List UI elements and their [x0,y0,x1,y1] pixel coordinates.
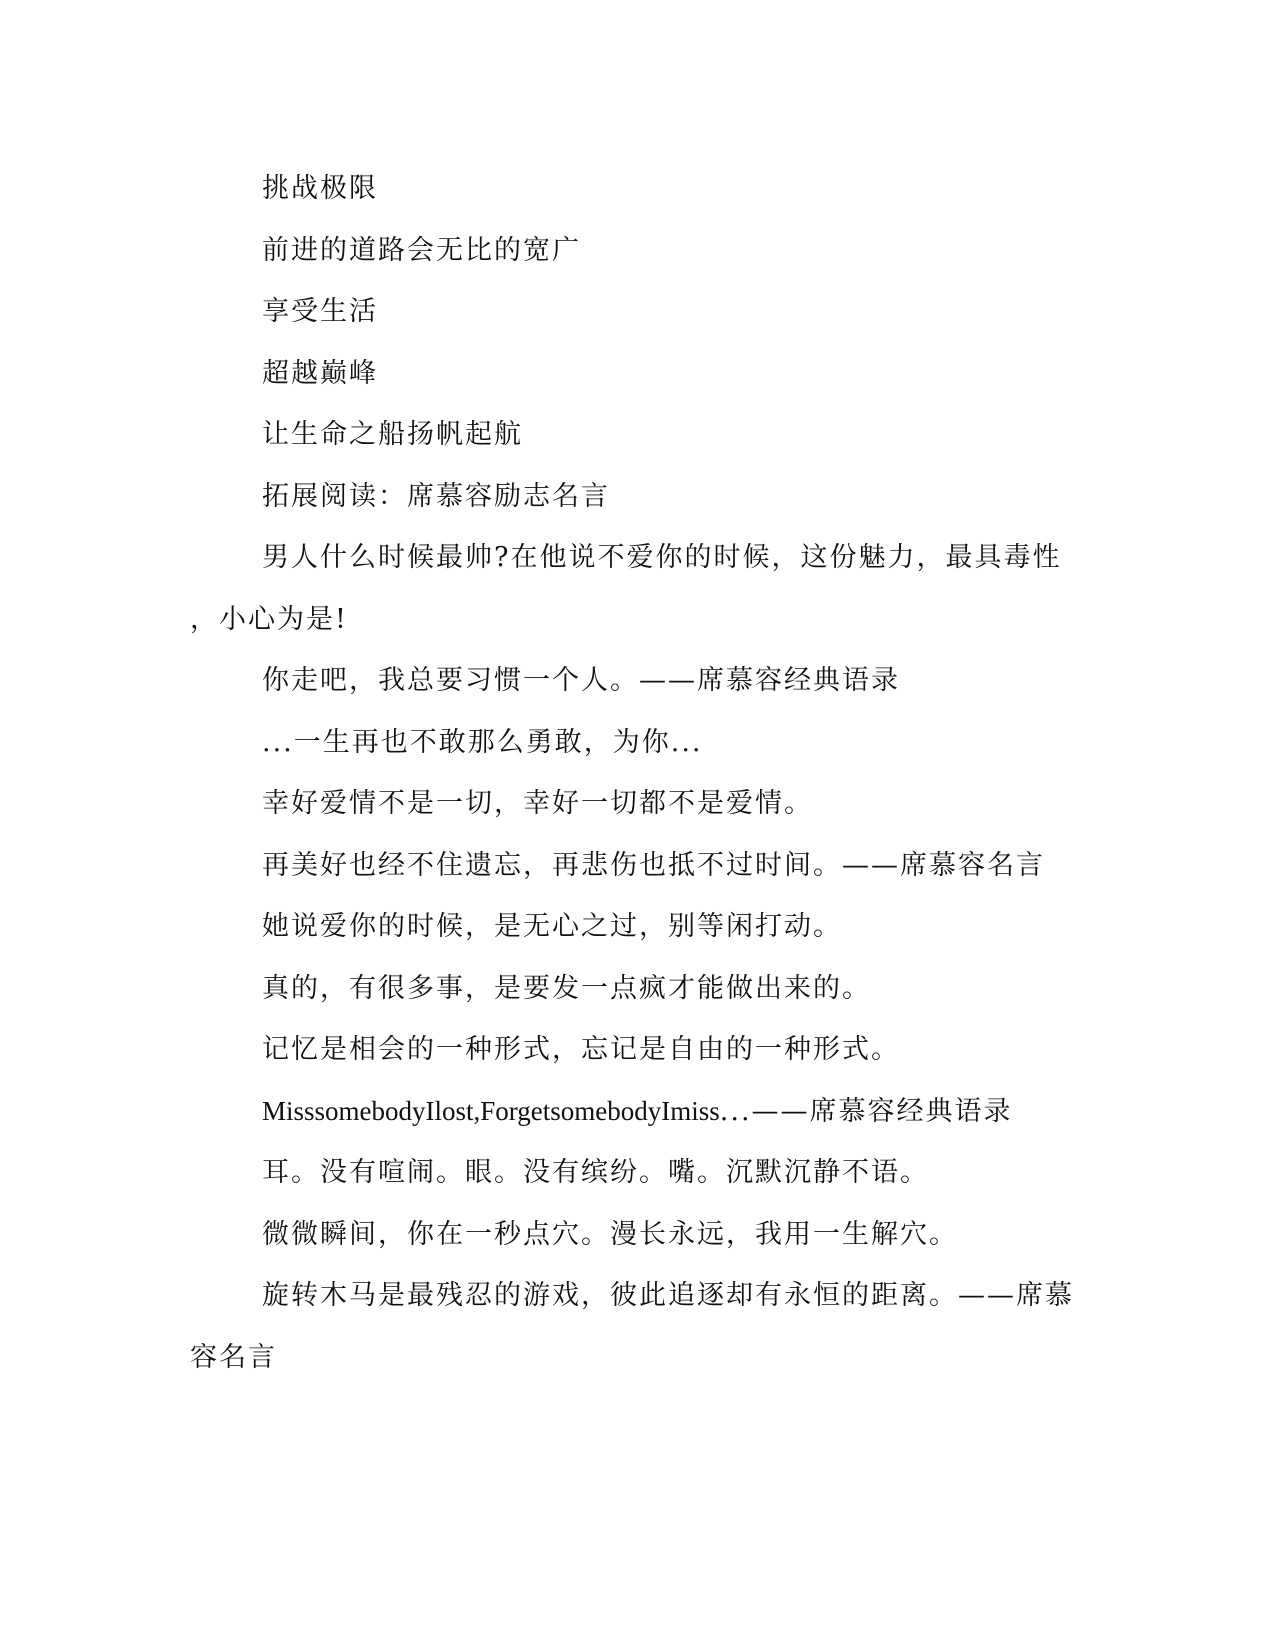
paragraph-line: 她说爱你的时候，是无心之过，别等闲打动。 [262,911,842,942]
paragraph-line: 耳。没有喧闹。眼。没有缤纷。嘴。沉默沉静不语。 [262,1157,929,1188]
paragraph-line: 挑战极限 [262,173,378,204]
paragraph-line: 微微瞬间，你在一秒点穴。漫长永远，我用一生解穴。 [262,1218,958,1250]
paragraph-line: 男人什么时候最帅?在他说不爱你的时候，这份魅力，最具毒性 [262,542,1062,573]
section-heading: 拓展阅读：席慕容励志名言 [262,480,610,512]
paragraph-line: 幸好爱情不是一切，幸好一切都不是爱情。 [262,788,813,819]
english-quote: MisssomebodyIlost,ForgetsomebodyImiss [262,1095,720,1126]
document-body [190,158,1074,1388]
paragraph-line: 旋转木马是最残忍的游戏，彼此追逐却有永恒的距离。——席慕 [262,1280,1074,1311]
paragraph-line: 享受生活 [262,296,378,327]
paragraph-line: 你走吧，我总要习惯一个人。——席慕容经典语录 [262,665,900,696]
paragraph-line [190,1081,1070,1143]
paragraph-line: 让生命之船扬帆起航 [262,419,523,450]
paragraph-line: 再美好也经不住遗忘，再悲伤也抵不过时间。——席慕容名言 [262,849,1045,881]
paragraph-line: 前进的道路会无比的宽广 [262,234,581,266]
paragraph-line: ...一生再也不敢那么勇敢，为你... [262,726,703,758]
paragraph-line: 超越巅峰 [262,357,378,389]
paragraph-continuation: ，小心为是! [190,603,348,635]
paragraph-continuation: 容名言 [190,1341,277,1373]
quote-attribution: ...——席慕容经典语录 [719,1095,1013,1127]
paragraph-line: 真的，有很多事，是要发一点疯才能做出来的。 [262,972,871,1004]
paragraph-line: 记忆是相会的一种形式，忘记是自由的一种形式。 [262,1034,900,1065]
